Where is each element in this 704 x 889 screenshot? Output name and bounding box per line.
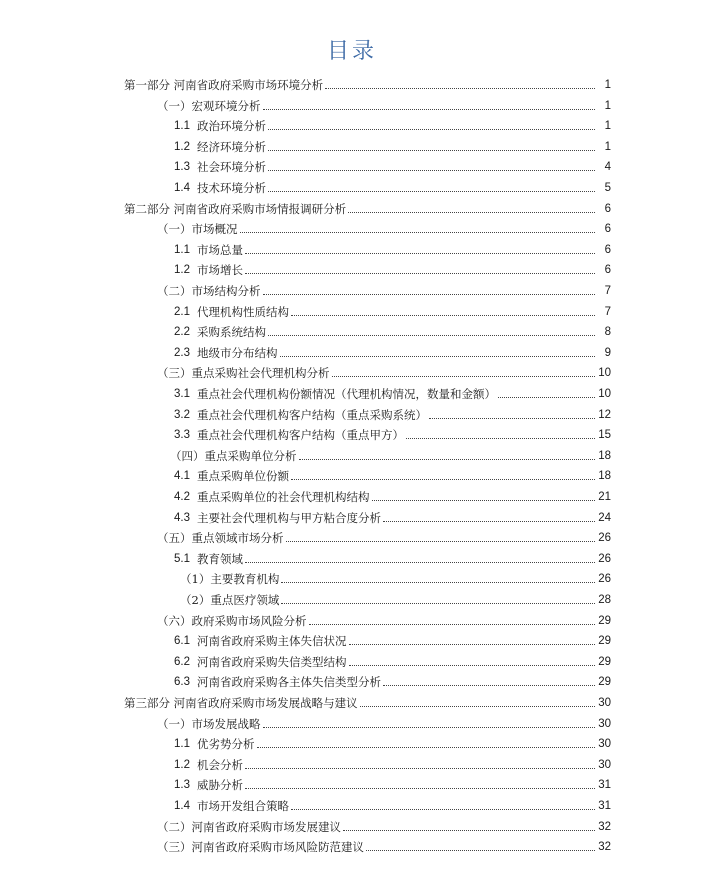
toc-dot-leader — [268, 170, 595, 171]
toc-entry-number: 1.2 — [174, 264, 190, 277]
toc-entry-title: （2）重点医疗领域 — [180, 593, 280, 607]
toc-dot-leader — [291, 809, 595, 810]
toc-entry[interactable] — [174, 628, 611, 648]
toc-entry[interactable] — [174, 752, 611, 772]
toc-entry-number: 3.1 — [174, 388, 190, 400]
page-title: 目录 — [326, 39, 377, 64]
toc-entry[interactable] — [157, 216, 611, 236]
toc-dot-leader — [268, 191, 595, 192]
toc-page-number: 6 — [604, 243, 611, 256]
toc-dot-leader — [257, 747, 596, 748]
toc-page-number: 12 — [598, 408, 611, 421]
toc-entry-number: 4.2 — [174, 491, 190, 503]
toc-entry[interactable] — [174, 113, 611, 133]
toc-entry-title: 第一部分 河南省政府采购市场环境分析 — [124, 78, 324, 92]
toc-entry[interactable] — [157, 814, 611, 834]
toc-entry[interactable] — [174, 649, 611, 669]
toc-page-number: 1 — [604, 120, 611, 133]
toc-entry-number: 4.1 — [174, 470, 190, 483]
toc-dot-leader — [268, 335, 595, 336]
toc-entry-title: 技术环境分析 — [197, 181, 266, 195]
toc-entry-number: 6.2 — [174, 655, 190, 668]
toc-entry-title: （六）政府采购市场风险分析 — [157, 613, 307, 628]
toc-page-number: 18 — [598, 470, 611, 483]
toc-entry[interactable] — [124, 72, 611, 92]
toc-entry-number: 1.2 — [174, 758, 190, 771]
toc-entry-title: 市场增长 — [197, 263, 243, 278]
toc-page-number: 28 — [598, 594, 611, 606]
toc-dot-leader — [280, 356, 596, 357]
toc-entry[interactable] — [174, 237, 611, 257]
toc-entry-number: 1.1 — [174, 738, 190, 751]
toc-dot-leader — [281, 603, 595, 604]
toc-page-number: 4 — [604, 161, 611, 174]
toc-page-number: 32 — [598, 820, 611, 833]
toc-dot-leader — [263, 294, 596, 295]
toc-page-number: 1 — [604, 140, 611, 153]
toc-entry-number: 2.1 — [174, 305, 190, 318]
toc-entry-number: 1.3 — [174, 161, 190, 174]
toc-page-number: 26 — [598, 573, 611, 586]
toc-entry-title: 重点社会代理机构客户结构（重点采购系统） — [197, 407, 427, 422]
toc-entry-title: 市场总量 — [197, 242, 243, 257]
toc-page-number: 29 — [598, 676, 611, 689]
toc-entry[interactable] — [174, 731, 611, 751]
toc-entry[interactable] — [157, 360, 611, 380]
toc-dot-leader — [325, 88, 595, 89]
toc-dot-leader — [348, 212, 595, 213]
toc-entry[interactable] — [157, 93, 611, 113]
toc-entry[interactable] — [174, 299, 611, 319]
toc-page-number: 29 — [598, 614, 611, 627]
toc-entry[interactable] — [174, 793, 611, 813]
toc-entry[interactable] — [174, 381, 611, 401]
toc-dot-leader — [240, 232, 596, 233]
toc-dot-leader — [245, 273, 595, 274]
toc-entry-title: （四）重点采购单位分析 — [170, 448, 297, 463]
toc-dot-leader — [349, 644, 596, 645]
toc-page-number: 10 — [598, 388, 611, 400]
toc-dot-leader — [366, 850, 595, 851]
toc-entry[interactable] — [157, 711, 611, 731]
toc-page-number: 6 — [604, 223, 611, 236]
toc-entry[interactable] — [174, 505, 611, 525]
toc-entry-title: （一）市场概况 — [157, 222, 238, 237]
toc-entry-number: 1.1 — [174, 120, 190, 133]
toc-dot-leader — [299, 459, 596, 460]
toc-entry-title: 河南省政府采购失信类型结构 — [197, 654, 347, 669]
toc-dot-leader — [245, 562, 595, 563]
toc-entry-title: （1）主要教育机构 — [180, 572, 280, 587]
toc-entry-number: 1.2 — [174, 140, 190, 153]
toc-entry-title: 重点采购单位的社会代理机构结构 — [197, 490, 370, 504]
toc-entry-number: 1.4 — [174, 800, 190, 812]
toc-dot-leader — [245, 768, 595, 769]
toc-dot-leader — [291, 479, 595, 480]
toc-page-number: 7 — [604, 285, 611, 297]
toc-entry[interactable] — [124, 196, 611, 216]
toc-entry-number: 1.3 — [174, 779, 190, 792]
toc-entry-title: 地级市分布结构 — [197, 345, 278, 360]
toc-dot-leader — [332, 376, 596, 377]
toc-entry[interactable] — [180, 566, 611, 586]
toc-page-number: 30 — [598, 717, 611, 730]
toc-entry[interactable] — [174, 422, 611, 442]
toc-entry-title: 第三部分 河南省政府采购市场发展战略与建议 — [124, 696, 358, 710]
toc-entry-title: 主要社会代理机构与甲方粘合度分析 — [197, 510, 381, 525]
toc-entry[interactable] — [174, 772, 611, 792]
toc-page-number: 8 — [604, 326, 611, 339]
toc-page-number: 29 — [598, 655, 611, 668]
toc-entry[interactable] — [174, 546, 611, 566]
toc-entry[interactable] — [174, 340, 611, 360]
toc-entry-number: 4.3 — [174, 511, 190, 524]
toc-entry-number: 6.3 — [174, 676, 190, 689]
toc-dot-leader — [383, 521, 595, 522]
toc-page-number: 26 — [598, 552, 611, 565]
toc-page-number: 7 — [604, 305, 611, 318]
toc-entry[interactable] — [170, 443, 611, 463]
toc-entry-number: 3.3 — [174, 429, 190, 442]
toc-dot-leader — [343, 830, 595, 831]
toc-dot-leader — [268, 150, 595, 151]
toc-entry-title: （三）河南省政府采购市场风险防范建议 — [157, 840, 364, 855]
toc-dot-leader — [245, 253, 595, 254]
toc-dot-leader — [372, 500, 596, 501]
toc-entry[interactable] — [157, 278, 611, 298]
toc-entry-title: 重点社会代理机构客户结构（重点甲方） — [197, 428, 404, 443]
toc-entry[interactable] — [174, 175, 611, 195]
toc-entry-title: （三）重点采购社会代理机构分析 — [157, 366, 330, 381]
toc-dot-leader — [245, 788, 595, 789]
toc-dot-leader — [360, 706, 595, 707]
toc-page-number: 1 — [604, 79, 611, 91]
toc-entry[interactable] — [157, 608, 611, 628]
toc-entry[interactable] — [174, 463, 611, 483]
toc-page-number: 1 — [604, 99, 611, 112]
toc-dot-leader — [263, 727, 596, 728]
toc-entry[interactable] — [180, 587, 611, 607]
toc-page-number: 6 — [604, 202, 611, 215]
toc-entry-title: 市场开发组合策略 — [197, 799, 289, 813]
toc-entry-title: 河南省政府采购各主体失信类型分析 — [197, 675, 381, 690]
toc-entry[interactable] — [157, 525, 611, 545]
toc-entry-title: （二）市场结构分析 — [157, 284, 261, 298]
toc-entry-title: 采购系统结构 — [197, 325, 266, 340]
toc-page-number: 30 — [598, 738, 611, 751]
toc-page-number: 10 — [598, 367, 611, 380]
toc-dot-leader — [498, 397, 595, 398]
toc-dot-leader — [281, 582, 595, 583]
toc-entry-title: 重点采购单位份额 — [197, 469, 289, 484]
toc-dot-leader — [263, 109, 596, 110]
toc-entry-title: 政治环境分析 — [197, 119, 266, 134]
toc-dot-leader — [349, 665, 596, 666]
toc-entry[interactable] — [174, 669, 611, 689]
toc-entry-title: 机会分析 — [197, 757, 243, 772]
toc-page-number: 31 — [598, 800, 611, 812]
toc-dot-leader — [286, 541, 596, 542]
toc-entry-title: 河南省政府采购主体失信状况 — [197, 634, 347, 649]
toc-entry-title: （五）重点领域市场分析 — [157, 531, 284, 546]
toc-dot-leader — [309, 624, 596, 625]
toc-dot-leader — [383, 685, 595, 686]
toc-dot-leader — [406, 438, 595, 439]
toc-entry[interactable] — [174, 134, 611, 154]
toc-entry[interactable] — [174, 319, 611, 339]
toc-entry-title: 优劣势分析 — [197, 737, 255, 752]
toc-entry-title: 社会环境分析 — [197, 160, 266, 175]
toc-entry-number: 2.2 — [174, 326, 190, 339]
toc-page-number: 18 — [598, 449, 611, 462]
toc-entry-number: 5.1 — [174, 552, 190, 565]
toc-page-number: 29 — [598, 635, 611, 648]
toc-entry[interactable] — [157, 834, 611, 854]
toc-dot-leader — [268, 129, 595, 130]
toc-entry-title: 代理机构性质结构 — [197, 304, 289, 319]
toc-dot-leader — [291, 315, 595, 316]
toc-page-number: 9 — [604, 346, 611, 359]
toc-entry[interactable] — [174, 154, 611, 174]
toc-entry-title: （二）河南省政府采购市场发展建议 — [157, 819, 341, 834]
toc-page-number: 24 — [598, 511, 611, 524]
toc-entry[interactable] — [174, 484, 611, 504]
toc-entry-title: 第二部分 河南省政府采购市场情报调研分析 — [124, 201, 347, 216]
toc-entry-number: 1.4 — [174, 182, 190, 194]
toc-entry-number: 3.2 — [174, 408, 190, 421]
toc-dot-leader — [429, 418, 595, 419]
toc-entry-title: （一）市场发展战略 — [157, 716, 261, 731]
toc-entry-number: 2.3 — [174, 346, 190, 359]
toc-page-number: 21 — [598, 491, 611, 503]
toc-entry-number: 1.1 — [174, 243, 190, 256]
toc-page-number: 30 — [598, 758, 611, 771]
toc-entry[interactable] — [174, 257, 611, 277]
toc-entry-title: 威胁分析 — [197, 778, 243, 793]
toc-page-number: 6 — [604, 264, 611, 277]
toc-page-number: 31 — [598, 779, 611, 792]
toc-entry[interactable] — [174, 402, 611, 422]
toc-page-number: 26 — [598, 532, 611, 545]
toc-page-number: 15 — [598, 429, 611, 442]
toc-page-number: 32 — [598, 841, 611, 854]
toc-entry[interactable] — [124, 690, 611, 710]
toc-entry-number: 6.1 — [174, 635, 190, 648]
toc-entry-title: 教育领域 — [197, 551, 243, 566]
toc-entry-title: 重点社会代理机构份额情况（代理机构情况，数量和金额） — [197, 387, 496, 401]
toc-entry-title: （一）宏观环境分析 — [157, 98, 261, 113]
toc-page-number: 5 — [604, 182, 611, 194]
toc-page-number: 30 — [598, 697, 611, 709]
toc-entry-title: 经济环境分析 — [197, 139, 266, 154]
